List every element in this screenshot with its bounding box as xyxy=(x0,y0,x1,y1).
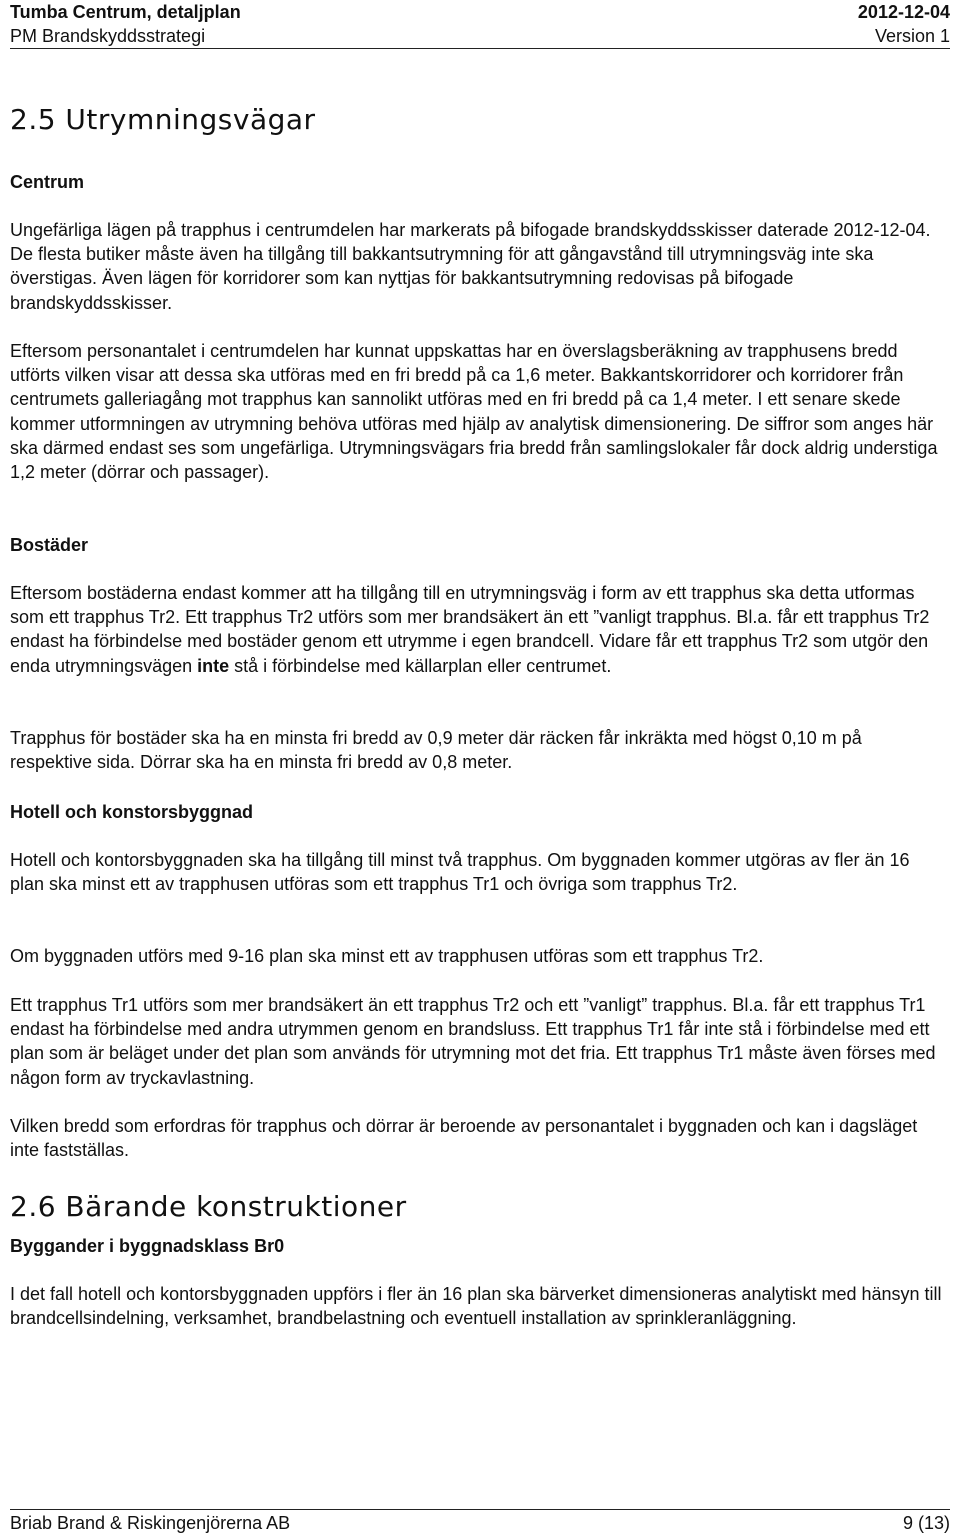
project-title: Tumba Centrum, detaljplan xyxy=(10,2,241,22)
subheading-bostader: Bostäder xyxy=(10,535,89,555)
paragraph-hotell-3: Ett trapphus Tr1 utförs som mer brandsäkert än ett trapphus Tr2 och ett ”vanligt” trapphus. Bl.a. får ett trapphus Tr1 endast ha förbindelse med andra utrymmen genom en brandsluss. Ett trapphus Tr1 får inte stå i förbindelse med ett plan som är beläget under det plan som används för utrymning mot det fria. Ett trapphus Tr1 måste även förses med någon form av tryckavlastning. xyxy=(10,995,936,1088)
document-date: 2012-12-04 xyxy=(857,2,950,22)
document-version: Version 1 xyxy=(874,26,950,46)
section-heading-2-5: 2.5 Utrymningsvägar xyxy=(10,103,316,136)
header-row-2 xyxy=(10,24,950,48)
paragraph-hotell-4: Vilken bredd som erfordras för trapphus och dörrar är beroende av personantalet i byggnaden och kan i dagsläget inte fastställas. xyxy=(10,1116,918,1161)
paragraph-hotell-2: Om byggnaden utförs med 9-16 plan ska minst ett av trapphusen utföras som ett trapphus Tr2. xyxy=(10,946,764,966)
paragraph-centrum-2: Eftersom personantalet i centrumdelen har kunnat uppskattas har en överslagsberäkning av trapphusens bredd utförts vilken visar att dessa ska utföras med en fri bredd på ca 1,6 meter. Bakkantskorridorer och korridorer från centrumets galleriagång mot trapphus kan sannolikt utföras med en fri bredd på ca 1,4 meter. I ett senare skede kommer utformningen av utrymning behöva utföras med hjälp av analytisk dimensionering. De siffror som anges här ska därmed endast ses som ungefärliga. Utrymningsvägars fria bredd från samlingslokaler får dock aldrig understiga 1,2 meter (dörrar och passager). xyxy=(10,341,938,483)
subheading-centrum: Centrum xyxy=(10,172,85,192)
page-header xyxy=(10,0,950,49)
paragraph-bostader-2: Trapphus för bostäder ska ha en minsta fri bredd av 0,9 meter där räcken får inkräkta med högst 0,10 m på respektive sida. Dörrar ska ha en minsta fri bredd av 0,8 meter. xyxy=(10,728,862,773)
footer-company: Briab Brand & Riskingenjörerna AB xyxy=(10,1513,291,1533)
subheading-hotell: Hotell och konstorsbyggnad xyxy=(10,802,254,822)
header-row-1 xyxy=(10,0,950,24)
paragraph-hotell-1: Hotell och kontorsbyggnaden ska ha tillgång till minst två trapphus. Om byggnaden kommer utgöras av fler än 16 plan ska minst ett av trapphusen utföras som ett trapphus Tr1 och övriga som trapphus Tr2. xyxy=(10,850,910,895)
subheading-br0: Byggander i byggnadsklass Br0 xyxy=(10,1236,285,1256)
paragraph-bostader-1-text-b: stå i förbindelse med källarplan eller centrumet. xyxy=(229,655,612,676)
page-footer xyxy=(10,1509,950,1536)
emphasis-inte: inte xyxy=(197,655,230,676)
paragraph-barande-1: I det fall hotell och kontorsbyggnaden uppförs i fler än 16 plan ska bärverket dimensioneras analytiskt med hänsyn till brandcellsindelning, verksamhet, brandbelastning och eventuell installation av sprinkleranläggning. xyxy=(10,1284,942,1329)
paragraph-bostader-1 xyxy=(10,581,945,678)
section-heading-2-6: 2.6 Bärande konstruktioner xyxy=(10,1190,407,1223)
page-number: 9 (13) xyxy=(902,1513,950,1533)
document-name: PM Brandskyddsstrategi xyxy=(10,26,206,46)
paragraph-centrum-1: Ungefärliga lägen på trapphus i centrumdelen har markerats på bifogade brandskyddsskisser daterade 2012-12-04. De flesta butiker måste även ha tillgång till bakkantsutrymning för att gångavstånd till utrymningsväg inte ska överstigas. Även lägen för korridorer som kan nyttjas för bakkantsutrymning redovisas på bifogade brandskyddsskisser. xyxy=(10,220,931,313)
paragraph-bostader-1-text-a: Eftersom bostäderna endast kommer att ha tillgång till en utrymningsväg i form av ett trapphus ska detta utformas som ett trapphus Tr2. Ett trapphus Tr2 utförs som mer brandsäkert än ett ”vanligt trapphus. Bl.a. får ett trapphus Tr2 endast ha förbindelse med bostäder genom ett utrymme i egen brandcell. Vidare får ett trapphus Tr2 som utgör den enda utrymningsvägen xyxy=(10,583,930,676)
